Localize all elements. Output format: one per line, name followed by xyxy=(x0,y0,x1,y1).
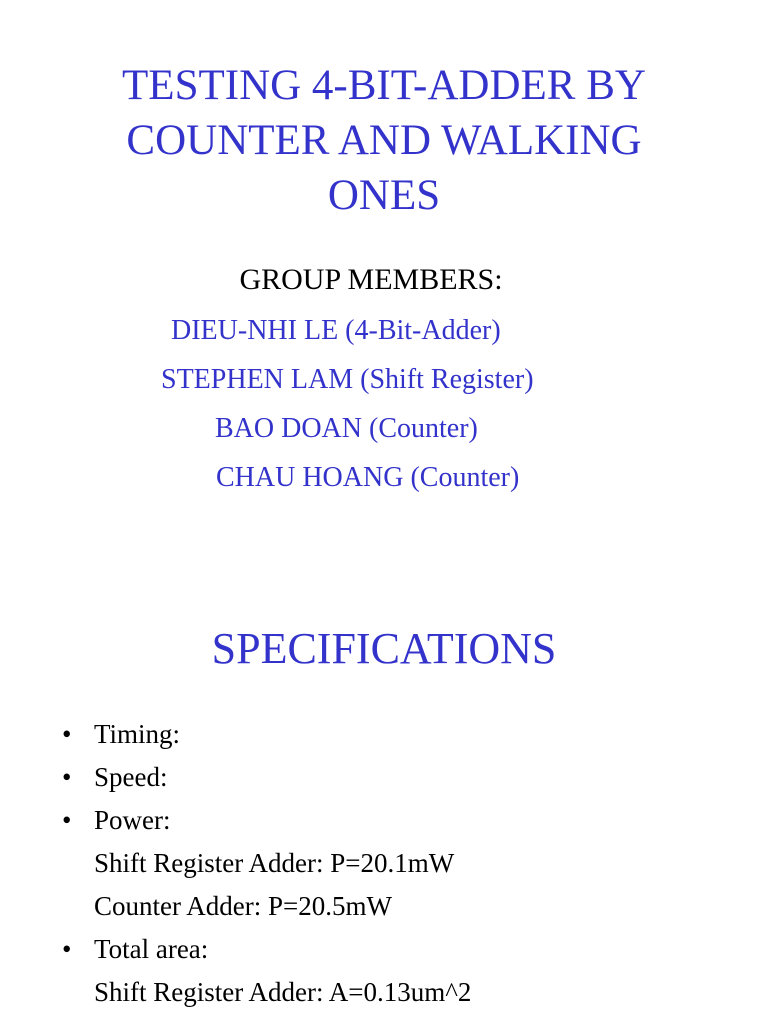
bullet-icon: • xyxy=(62,805,72,835)
spec-label-speed: Speed: xyxy=(94,762,168,792)
title-line-1: TESTING 4-BIT-ADDER BY xyxy=(122,62,646,109)
spec-label-total-area: Total area: xyxy=(94,934,209,964)
group-member-4: CHAU HOANG (Counter) xyxy=(216,462,520,493)
bullet-icon: • xyxy=(62,934,72,964)
title-line-2: COUNTER AND WALKING xyxy=(126,117,642,164)
spec-detail-text: Shift Register Adder: A=0.13um^2 xyxy=(94,977,472,1007)
spec-detail-text: Counter Adder: P=20.5mW xyxy=(94,891,392,921)
group-member-2: STEPHEN LAM (Shift Register) xyxy=(161,364,534,395)
bullet-icon: • xyxy=(62,762,72,792)
group-member-3: BAO DOAN (Counter) xyxy=(215,413,478,444)
group-members-heading: GROUP MEMBERS: xyxy=(239,263,503,296)
specifications-heading: SPECIFICATIONS xyxy=(211,624,557,673)
slide-title xyxy=(0,58,768,223)
bullet-icon: • xyxy=(62,719,72,749)
spec-label-timing: Timing: xyxy=(94,719,181,749)
spec-detail-text: Shift Register Adder: P=20.1mW xyxy=(94,848,455,878)
group-member-1: DIEU-NHI LE (4-Bit-Adder) xyxy=(171,315,501,346)
title-line-3: ONES xyxy=(327,172,441,219)
spec-label-power: Power: xyxy=(94,805,171,835)
